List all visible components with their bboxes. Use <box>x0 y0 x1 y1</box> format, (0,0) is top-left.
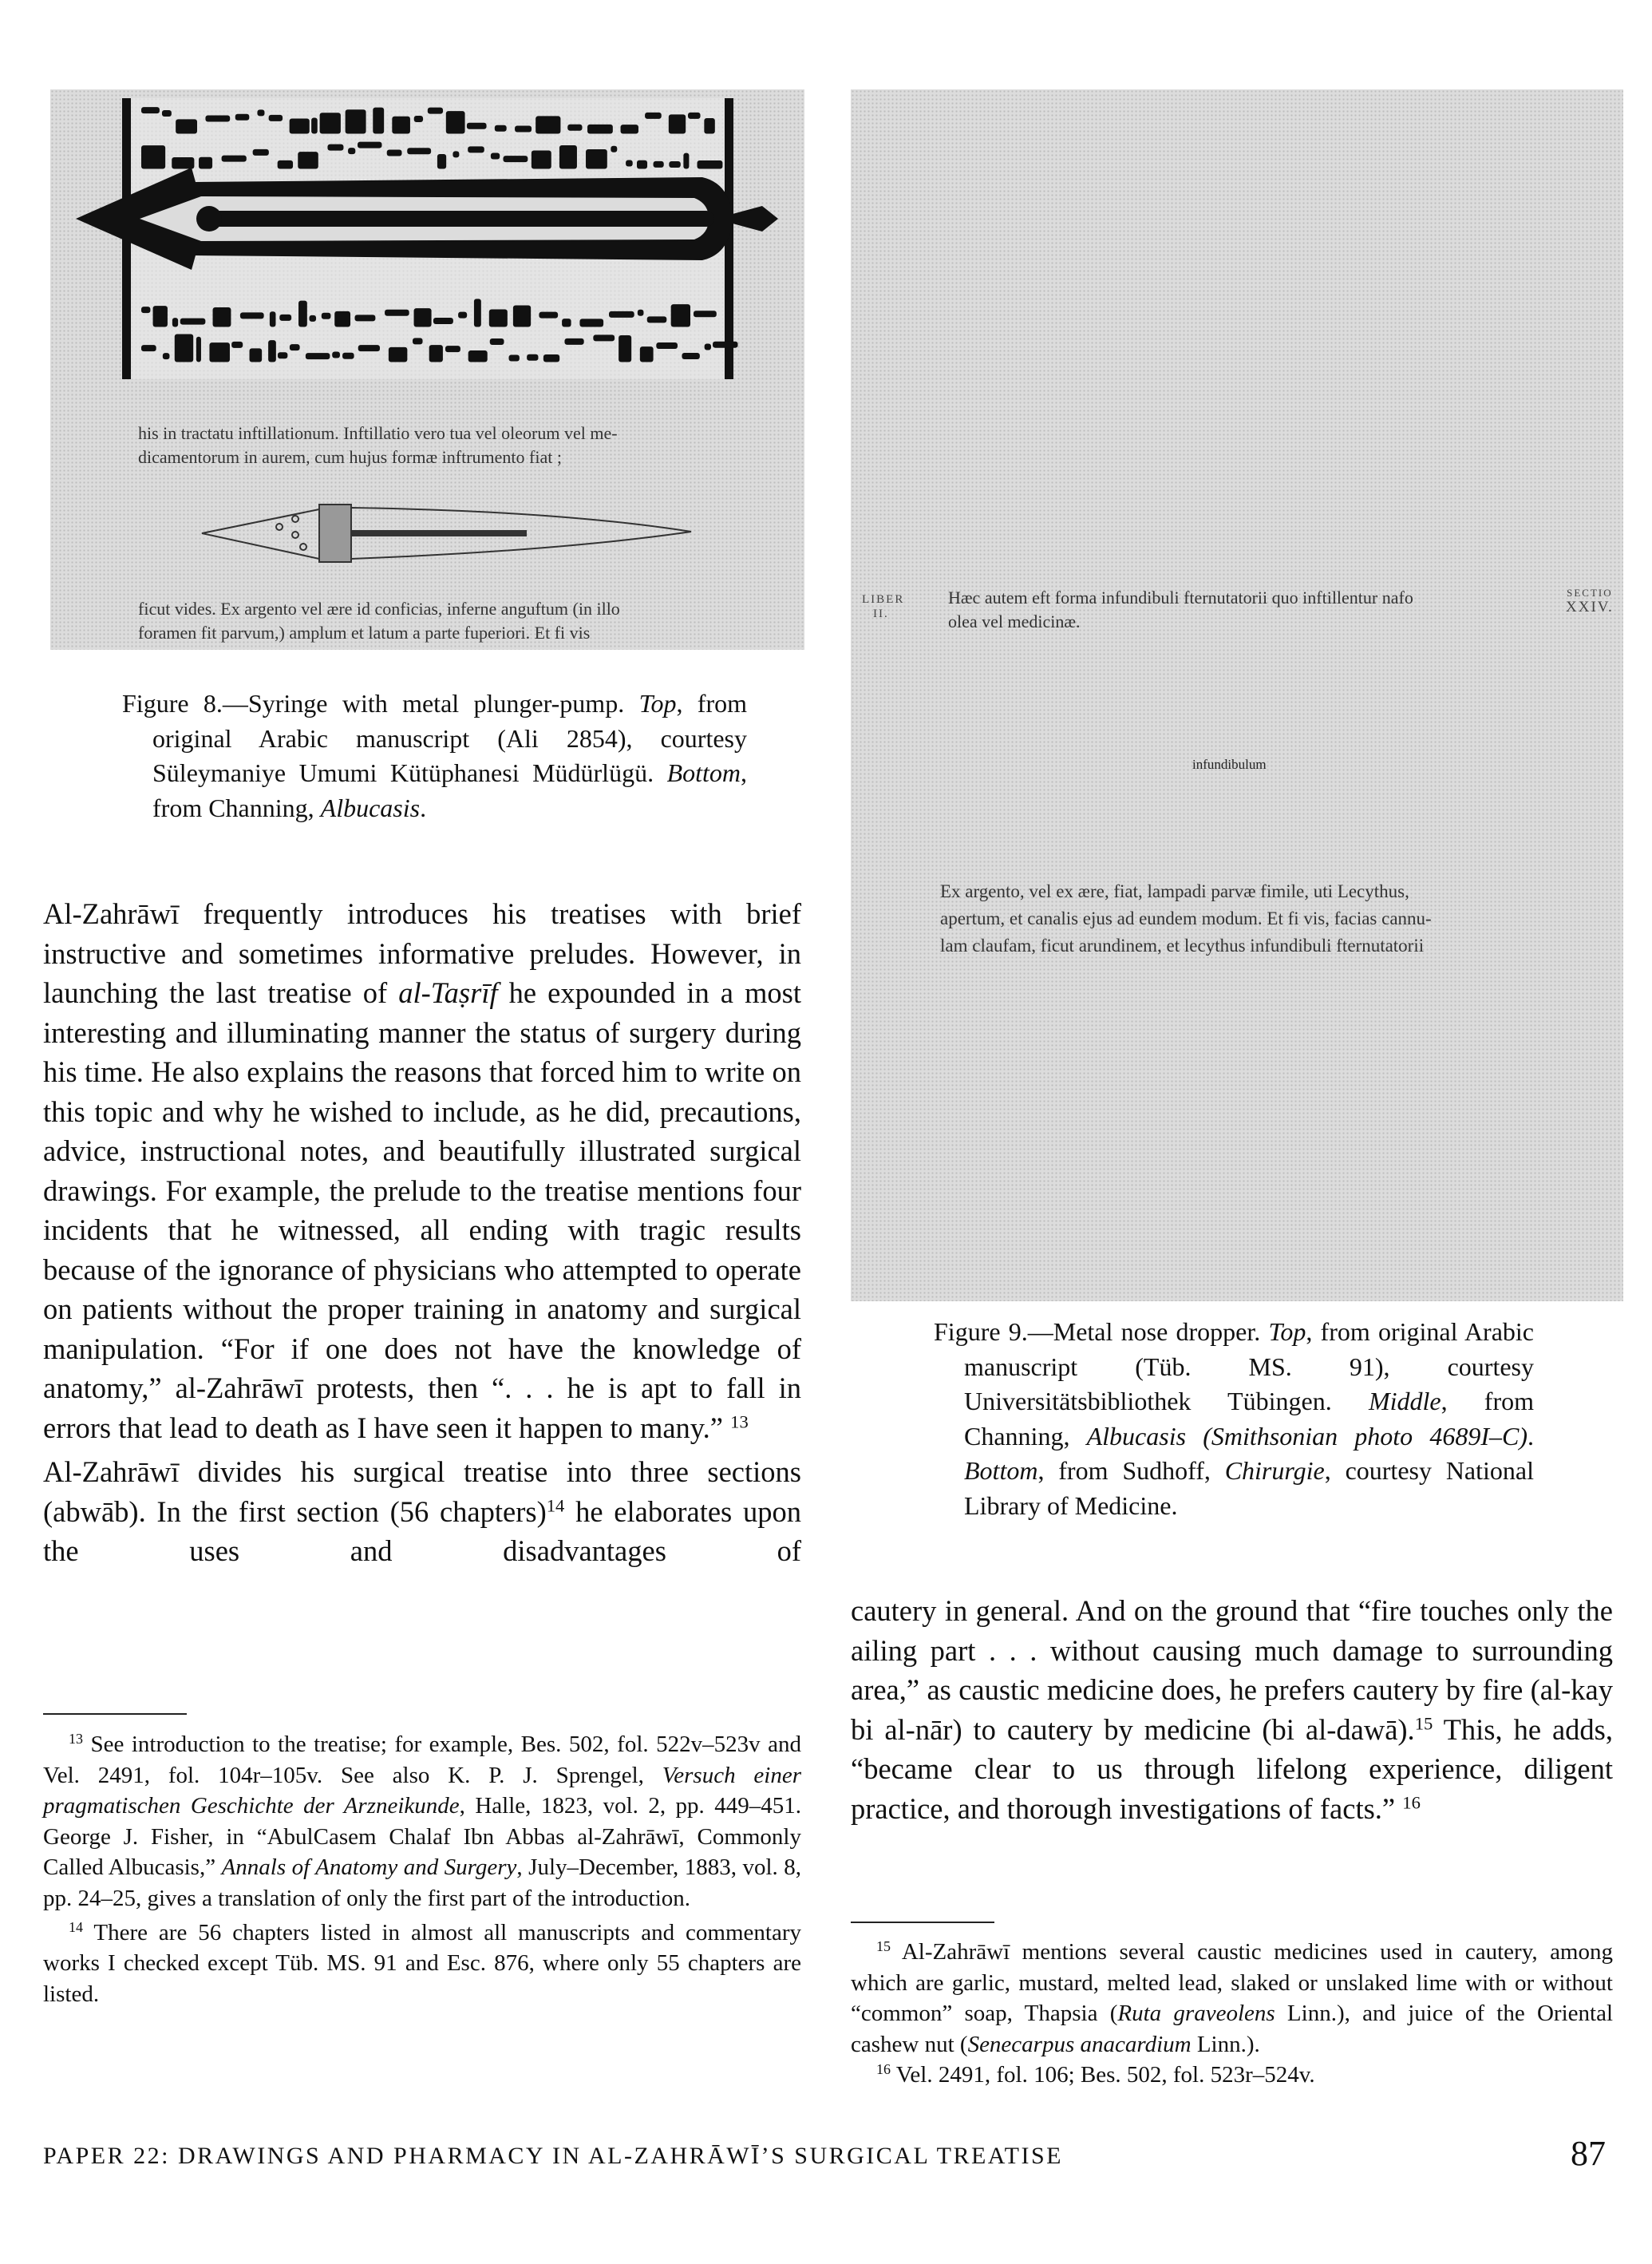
arabic-glyph-stroke <box>621 125 638 133</box>
arabic-glyph-stroke <box>348 148 355 154</box>
latin-line: Ex argento, vel ex ære, fiat, lampadi parvæ fimile, uti Lecythus, <box>940 881 1409 901</box>
italic-text: Albucasis (Smithsonian photo 4689I–C) <box>1086 1421 1528 1451</box>
italic-text: al-Taṣrīf <box>398 976 498 1009</box>
arabic-glyph-stroke <box>490 338 504 345</box>
text-run: Linn.). <box>1191 2031 1260 2057</box>
latin-line: Hæc autem eft forma infundibuli fternutatorii quo inftillentur nafo <box>948 588 1413 608</box>
arabic-glyph-stroke <box>539 312 558 319</box>
arabic-glyph-stroke <box>180 319 206 325</box>
arabic-glyph-stroke <box>413 338 423 344</box>
figure-9-latin-text-top <box>948 586 1539 634</box>
footnote-reference: 16 <box>876 2061 891 2078</box>
arabic-glyph-stroke <box>279 315 291 321</box>
arabic-glyph-stroke <box>163 353 170 359</box>
text-run: , from Channing, <box>964 1387 1535 1451</box>
italic-text: Annals of Anatomy and Surgery <box>221 1854 517 1881</box>
text-run: , from Sudhoff, <box>1037 1456 1225 1486</box>
arabic-glyph-stroke <box>669 114 686 133</box>
right-footnotes <box>851 1937 1613 2091</box>
arabic-glyph-stroke <box>428 108 443 114</box>
text-run: cautery in general. And on the ground that “fire touches only the ailing part . . . without causing much damage to surrounding area,” as caustic medicine does, he prefers cautery by fire (al-kay bi al-nār) to cautery by medicine (bi al-dawā). <box>851 1594 1613 1746</box>
text-run: Figure 9.—Metal nose dropper. <box>934 1317 1269 1346</box>
text-run: Figure 8.—Syringe with metal plunger-pump. <box>122 689 639 718</box>
arabic-glyph-stroke <box>468 350 488 362</box>
arabic-glyph-stroke <box>437 154 446 168</box>
margin-note-liber <box>862 592 904 621</box>
text-run: , from Channing, <box>152 758 747 822</box>
arabic-glyph-stroke <box>199 157 212 169</box>
footnote-divider <box>851 1922 994 1923</box>
italic-text: Bottom <box>964 1456 1038 1486</box>
text-run: , from original Arabic manuscript (Ali 2854), courtesy Süleymaniye Umumi Kütüphanesi Müdürlügü. <box>152 689 748 788</box>
footnote-reference: 16 <box>1402 1792 1421 1813</box>
arabic-glyph-stroke <box>491 153 500 160</box>
footnote-15 <box>851 1937 1613 2060</box>
arabic-glyph-stroke <box>579 319 603 327</box>
arabic-glyph-stroke <box>669 161 681 168</box>
footnote-reference: 14 <box>546 1495 565 1516</box>
text-run: Al-Zahrāwī divides his surgical treatise into three sections (abwāb). In the first section (56 chapters) <box>43 1455 801 1528</box>
footnote-reference: 13 <box>69 1731 83 1747</box>
arabic-glyph-stroke <box>683 153 689 169</box>
arabic-glyph-stroke <box>290 344 300 350</box>
margin-note-line: XXIV. <box>1566 599 1614 615</box>
arabic-glyph-stroke <box>705 343 711 350</box>
italic-text: Bottom <box>666 758 741 788</box>
arabic-glyph-stroke <box>453 151 459 157</box>
arabic-glyph-stroke <box>515 126 532 133</box>
syringe-drawing-latin <box>202 505 691 562</box>
arabic-glyph-stroke <box>268 340 276 362</box>
arabic-glyph-stroke <box>153 306 168 327</box>
text-run: Linn.), and juice of the Oriental cashew nut ( <box>851 2001 1613 2057</box>
italic-text: Versuch einer pragmatischen Geschichte der Arzneikunde <box>43 1762 801 1819</box>
footnote-reference: 14 <box>69 1918 83 1935</box>
margin-note-line: II. <box>873 608 889 620</box>
arabic-glyph-stroke <box>334 311 350 327</box>
footnote-reference: 13 <box>730 1411 749 1432</box>
arabic-glyph-stroke <box>141 345 156 351</box>
arabic-glyph-stroke <box>373 108 384 134</box>
text-run: he expounded in a most interesting and illuminating manner the status of surgery during his time. He also explains the reasons that forced him to write on this topic and why he wished to include, as he did, precautions, advice, instructional notes, and beautifully illustrated surgical drawings. For example, the prelude to the treatise mentions four incidents that he witnessed, all ending with tragic results because of the ignorance of physicians who attempted to operate on patients without the proper training in anatomy and surgical manipulation. “For if one does not have the knowledge of anatomy,” al-Zahrāwī protests, then “. . . he is apt to fall in errors that lead to death as I have seen it happen to many.” <box>43 976 801 1444</box>
text-run: This, he adds, “became clear to us through lifelong experience, diligent practice, and thorough investigations of facts.” <box>851 1712 1613 1825</box>
arabic-glyph-stroke <box>213 307 231 327</box>
arabic-glyph-stroke <box>387 150 402 156</box>
arabic-glyph-stroke <box>209 342 230 362</box>
text-run: , courtesy National Library of Medicine. <box>964 1456 1535 1520</box>
italic-text: Top <box>1268 1317 1306 1346</box>
latin-line: dicamentorum in aurem, cum hujus formæ inftrumento fiat ; <box>138 447 562 467</box>
italic-text: Chirurgie <box>1224 1456 1325 1486</box>
arabic-glyph-stroke <box>433 318 453 324</box>
arabic-glyph-stroke <box>322 313 331 319</box>
arabic-glyph-stroke <box>637 160 647 169</box>
left-footnotes <box>43 1729 801 2009</box>
arabic-glyph-stroke <box>593 334 615 341</box>
left-column-body <box>43 894 801 1571</box>
arabic-glyph-stroke <box>235 114 250 121</box>
arabic-glyph-stroke <box>543 354 559 362</box>
arabic-glyph-stroke <box>509 354 520 361</box>
arabic-glyph-stroke <box>290 118 310 133</box>
latin-line: foramen fit parvum,) amplum et latum a parte fuperiori. Et fi vis <box>138 623 591 643</box>
arabic-glyph-stroke <box>205 115 230 121</box>
arabic-glyph-stroke <box>638 310 644 316</box>
figure-9-latin-text-middle <box>940 878 1555 960</box>
arabic-glyph-stroke <box>407 148 431 154</box>
arabic-glyph-stroke <box>532 151 551 169</box>
arabic-glyph-stroke <box>311 117 318 133</box>
arabic-glyph-stroke <box>392 117 410 134</box>
running-title: PAPER 22: DRAWINGS AND PHARMACY IN AL-ZAHRĀWĪ’S SURGICAL TREATISE <box>43 2143 1063 2169</box>
arabic-glyph-stroke <box>468 146 484 152</box>
arabic-glyph-stroke <box>141 307 150 313</box>
arabic-glyph-stroke <box>647 316 667 323</box>
arabic-glyph-stroke <box>309 315 316 322</box>
arabic-glyph-stroke <box>626 160 633 167</box>
arabic-glyph-stroke <box>446 111 465 133</box>
italic-text: Albucasis <box>320 793 421 822</box>
arabic-glyph-stroke <box>175 334 193 362</box>
arabic-glyph-stroke <box>654 161 664 168</box>
arabic-glyph-stroke <box>645 113 662 119</box>
arabic-glyph-stroke <box>332 352 340 358</box>
figure-8-caption <box>122 687 747 825</box>
arabic-glyph-stroke <box>176 119 197 133</box>
arabic-glyph-stroke <box>698 160 723 168</box>
arabic-glyph-stroke <box>257 109 264 116</box>
figure-9-image <box>851 89 1623 1301</box>
arabic-glyph-stroke <box>503 156 528 162</box>
arabic-glyph-stroke <box>240 312 264 319</box>
page-number: 87 <box>1571 2134 1606 2173</box>
arabic-glyph-stroke <box>611 146 617 152</box>
text-run: . <box>1528 1421 1534 1451</box>
text-run: Vel. 2491, fol. 106; Bes. 502, fol. 523r–524v. <box>890 2062 1315 2088</box>
arabic-glyph-stroke <box>609 311 634 318</box>
infundibulum-label: infundibulum <box>1192 757 1267 772</box>
arabic-glyph-stroke <box>172 157 194 168</box>
arabic-glyph-stroke <box>298 301 307 327</box>
latin-line: lam claufam, ficut arundinem, et lecythus infundibuli fternutatorii <box>940 936 1425 956</box>
arabic-glyph-stroke <box>474 299 481 327</box>
italic-text: Middle <box>1368 1387 1441 1416</box>
footnote-reference: 15 <box>876 1938 891 1955</box>
arabic-glyph-stroke <box>385 310 409 316</box>
arabic-glyph-stroke <box>306 353 330 359</box>
margin-note-line: SECTIO <box>1567 587 1613 599</box>
arabic-glyph-stroke <box>269 115 283 121</box>
text-run: , July–December, 1883, vol. 8, pp. 24–25, gives a translation of only the first part of the introduction. <box>43 1854 801 1911</box>
latin-line: ficut vides. Ex argento vel ære id conficias, inferne anguftum (in illo <box>138 599 620 619</box>
text-run: Al-Zahrāwī frequently introduces his treatises with brief instructive and sometimes informative preludes. However, in launching the last treatise of <box>43 897 801 1009</box>
arabic-glyph-stroke <box>467 123 487 129</box>
text-run: Al-Zahrāwī mentions several caustic medicines used in cautery, among which are garlic, mustard, melted lead, slaked or unslaked lime with or without “common” soap, Thapsia ( <box>851 1939 1613 2027</box>
arabic-glyph-stroke <box>278 160 293 169</box>
arabic-glyph-stroke <box>656 342 678 349</box>
arabic-glyph-stroke <box>495 125 507 132</box>
arabic-glyph-stroke <box>327 144 343 151</box>
text-run: , Halle, 1823, vol. 2, pp. 449–451. George J. Fisher, in “AbulCasem Chalaf Ibn Abbas al-Zahrāwī, Commonly Called Albucasis,” <box>43 1793 801 1881</box>
arabic-glyph-stroke <box>562 319 571 327</box>
arabic-glyph-stroke <box>278 352 287 358</box>
arabic-glyph-stroke <box>429 345 443 362</box>
arabic-glyph-stroke <box>389 347 407 362</box>
italic-text: Ruta graveolens <box>1117 2001 1275 2027</box>
arabic-glyph-stroke <box>162 110 172 117</box>
footnote-13 <box>43 1729 801 1914</box>
italic-text: Senecarpus anacardium <box>967 2031 1192 2057</box>
text-run: There are 56 chapters listed in almost all manuscripts and commentary works I checked except Tüb. MS. 91 and Esc. 876, where only 55 chapters are listed. <box>43 1919 801 2007</box>
arabic-glyph-stroke <box>354 315 375 321</box>
arabic-glyph-stroke <box>358 345 380 351</box>
figure-9-caption <box>934 1315 1534 1524</box>
paragraph <box>43 894 801 1447</box>
arabic-glyph-stroke <box>694 311 717 317</box>
arabic-glyph-stroke <box>222 156 247 162</box>
arabic-glyph-stroke <box>559 145 577 168</box>
arabic-glyph-stroke <box>704 118 714 134</box>
syringe-drawing-arabic <box>76 168 778 270</box>
arabic-glyph-stroke <box>458 312 467 319</box>
arabic-glyph-stroke <box>640 346 654 362</box>
arabic-glyph-stroke <box>320 113 341 133</box>
arabic-glyph-stroke <box>445 346 460 352</box>
arabic-glyph-stroke <box>688 113 701 119</box>
footnote-16 <box>851 2060 1613 2091</box>
arabic-glyph-stroke <box>527 354 538 361</box>
arabic-glyph-stroke <box>414 308 432 327</box>
arabic-glyph-stroke <box>172 318 178 327</box>
footnote-divider <box>43 1713 187 1715</box>
arabic-glyph-stroke <box>231 342 243 348</box>
footnote-reference: 15 <box>1414 1713 1433 1734</box>
arabic-glyph-stroke <box>513 306 531 327</box>
arabic-glyph-stroke <box>671 304 690 327</box>
margin-note-sectio <box>1566 586 1614 615</box>
italic-text: Top <box>638 689 677 718</box>
arabic-glyph-stroke <box>619 335 631 362</box>
latin-line: olea vel medicinæ. <box>948 612 1081 631</box>
arabic-glyph-stroke <box>564 338 583 345</box>
margin-note-line: LIBER <box>862 593 905 606</box>
arabic-glyph-stroke <box>414 116 423 122</box>
footnote-14 <box>43 1918 801 2010</box>
text-run: See introduction to the treatise; for example, Bes. 502, fol. 522v–523v and Vel. 2491, fol. 104r–105v. See also K. P. J. Sprengel, <box>43 1732 801 1788</box>
latin-line: apertum, et canalis ejus ad eundem modum. Et fi vis, facias cannu- <box>940 908 1432 928</box>
arabic-glyph-stroke <box>253 149 269 156</box>
paragraph <box>851 1591 1613 1828</box>
arabic-glyph-stroke <box>587 125 613 134</box>
arabic-glyph-stroke <box>536 116 560 133</box>
arabic-glyph-stroke <box>358 142 381 148</box>
right-column-body <box>851 1591 1613 1828</box>
text-run: he elaborates upon the uses and disadvantages of <box>43 1494 801 1567</box>
figure-8-latin-text-bottom <box>138 597 716 645</box>
arabic-glyph-stroke <box>682 353 699 359</box>
latin-line: his in tractatu inftillationum. Inftillatio vero tua vel oleorum vel me- <box>138 423 618 443</box>
arabic-glyph-stroke <box>270 311 276 327</box>
arabic-glyph-stroke <box>489 310 508 327</box>
arabic-glyph-stroke <box>141 145 165 168</box>
arabic-glyph-stroke <box>586 149 607 169</box>
figure-8-latin-text-top <box>138 422 716 469</box>
text-run: , from original Arabic manuscript (Tüb. MS. 91), courtesy Universitätsbibliothek Tübingen. <box>964 1317 1535 1416</box>
text-run: . <box>420 793 427 822</box>
arabic-glyph-stroke <box>141 107 160 113</box>
arabic-glyph-stroke <box>567 125 582 131</box>
arabic-glyph-stroke <box>713 342 737 348</box>
arabic-glyph-stroke <box>342 353 354 359</box>
arabic-glyph-stroke <box>196 337 201 362</box>
paragraph <box>43 1452 801 1571</box>
arabic-glyph-stroke <box>298 152 318 168</box>
arabic-glyph-stroke <box>250 348 263 362</box>
arabic-glyph-stroke <box>346 109 366 133</box>
